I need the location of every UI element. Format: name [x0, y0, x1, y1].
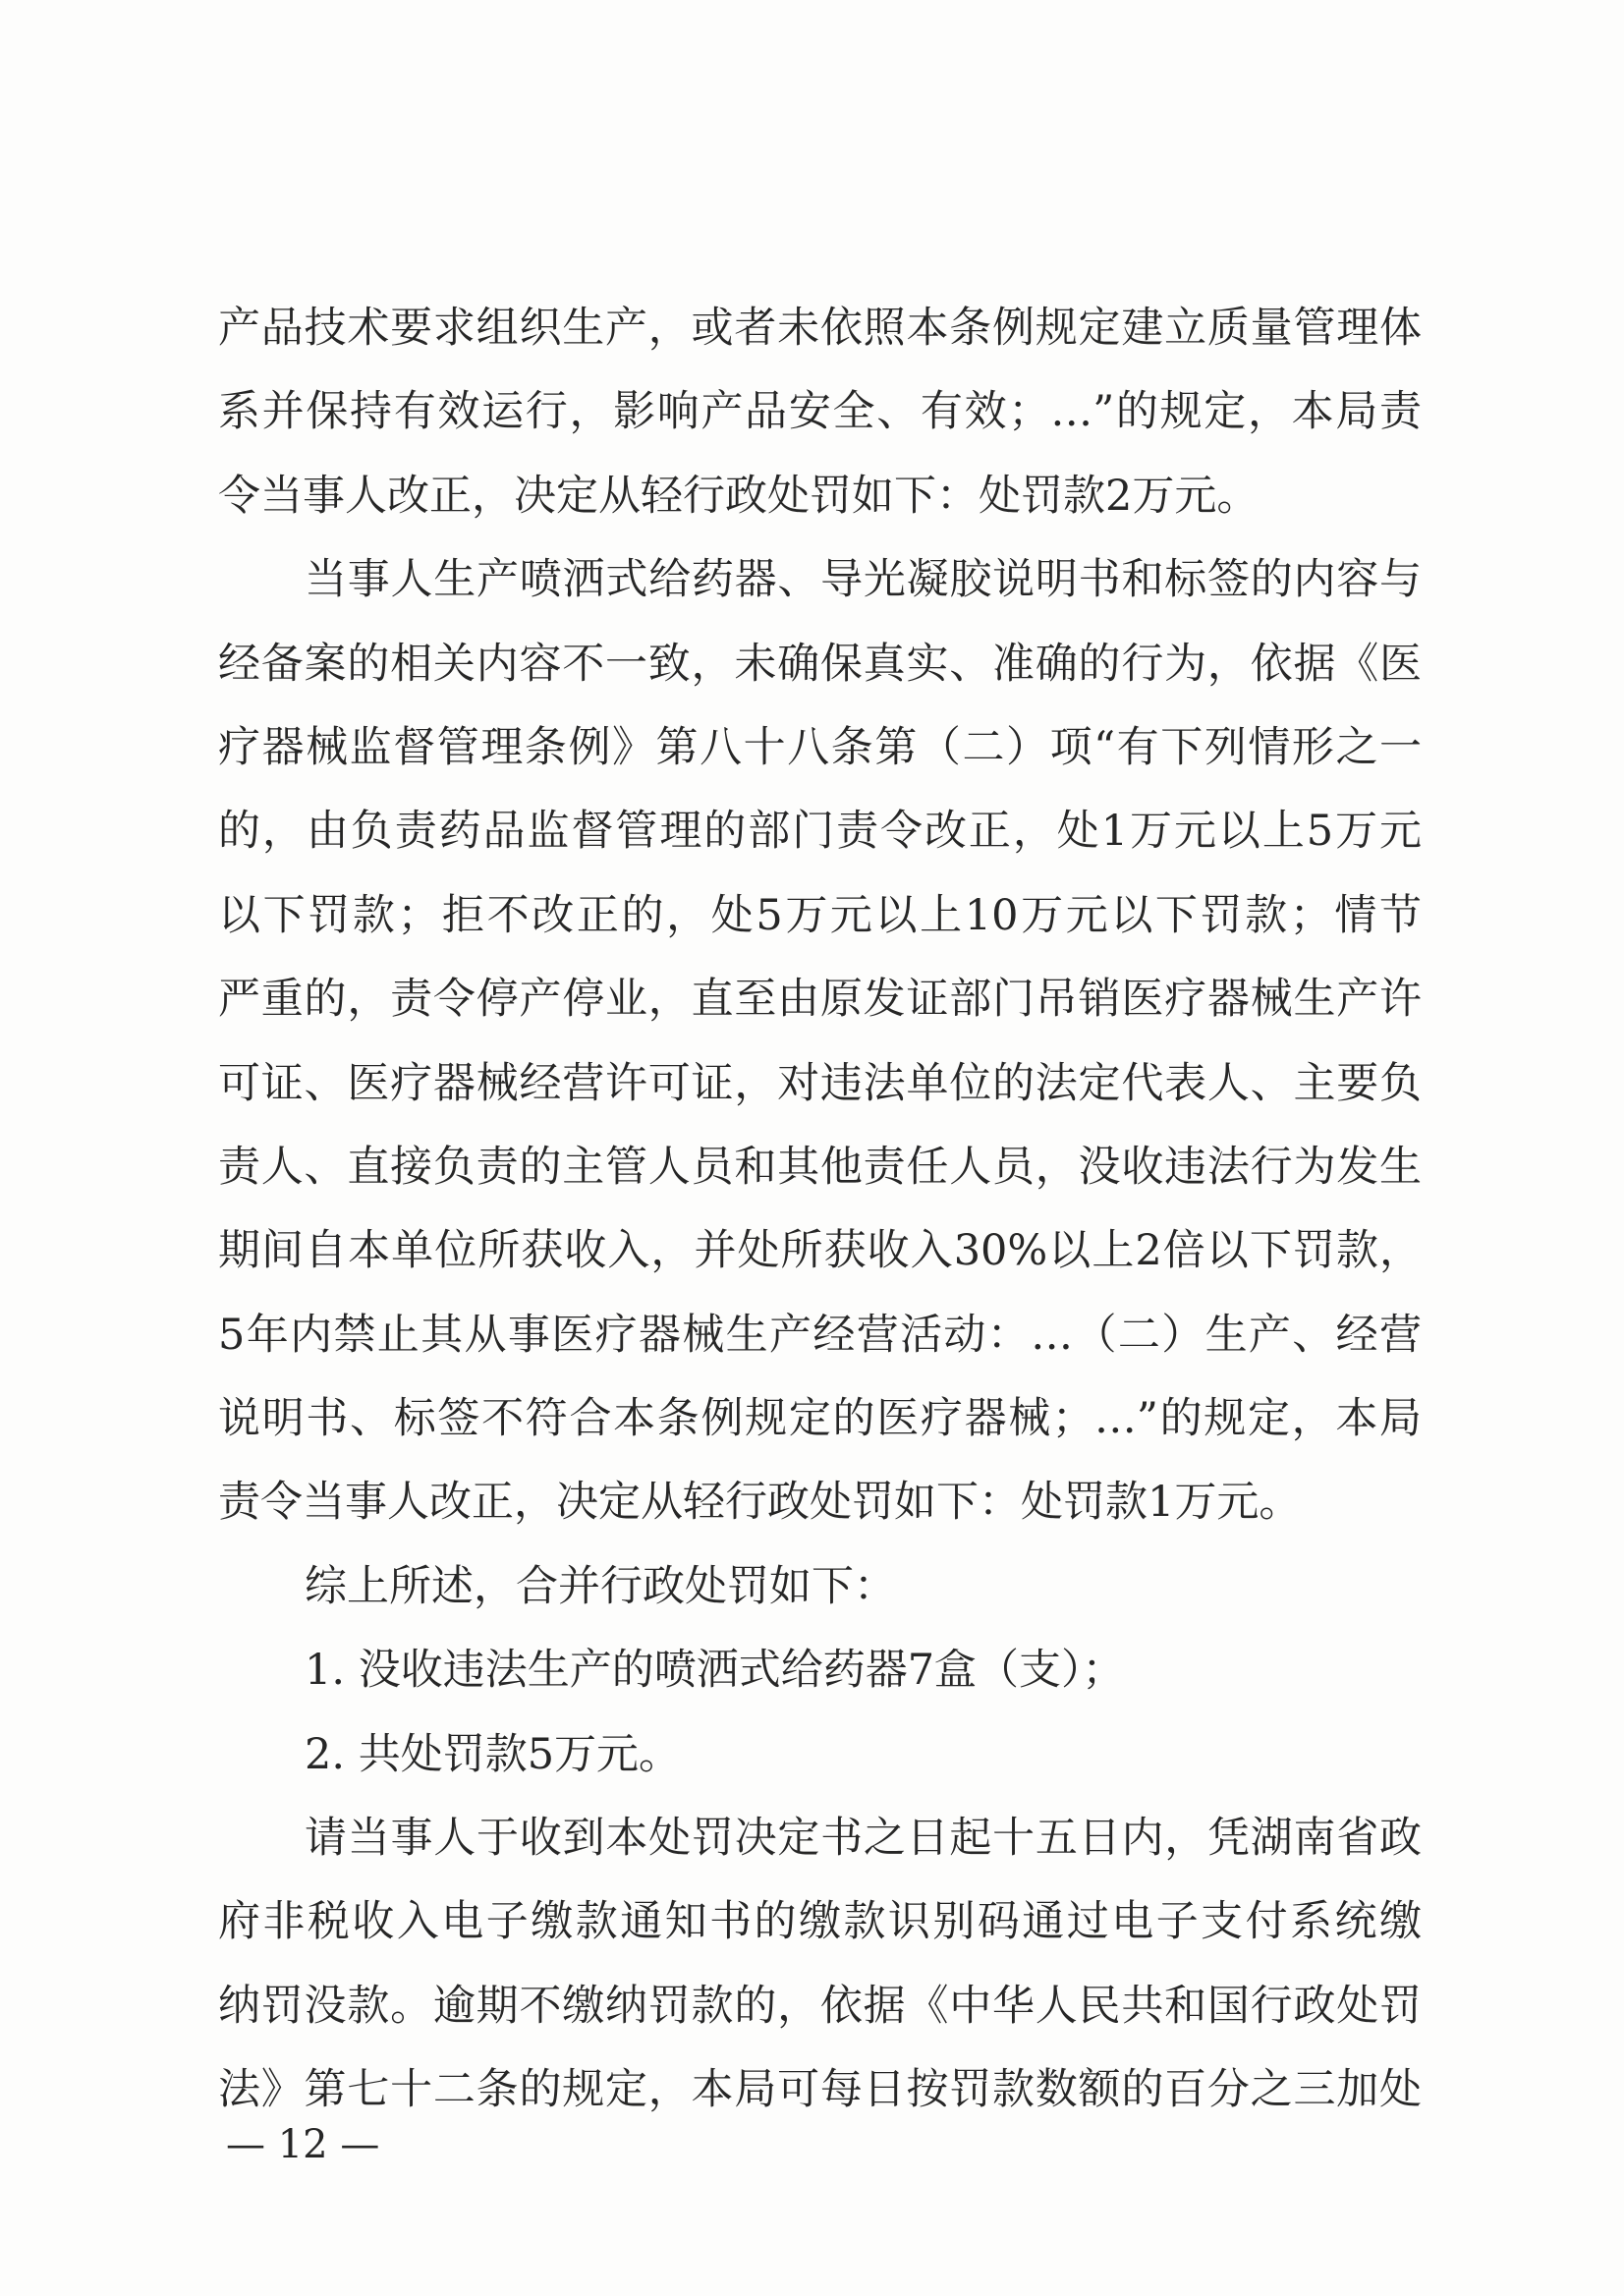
text-line: 5年内禁止其从事医疗器械生产经营活动：…（二）生产、经营 [218, 1310, 1422, 1360]
text-line: 责人、直接负责的主管人员和其他责任人员，没收违法行为发生 [218, 1142, 1422, 1192]
text-line: 严重的，责令停产停业，直至由原发证部门吊销医疗器械生产许 [218, 975, 1422, 1025]
text-line: 的，由负责药品监督管理的部门责令改正，处1万元以上5万元 [218, 807, 1422, 857]
text-line: 府非税收入电子缴款通知书的缴款识别码通过电子支付系统缴 [218, 1897, 1422, 1947]
text-line: 当事人生产喷洒式给药器、导光凝胶说明书和标签的内容与 [305, 555, 1422, 605]
page-number: — 12 — [226, 2122, 380, 2167]
text-line: 令当事人改正，决定从轻行政处罚如下：处罚款2万元。 [218, 471, 1260, 521]
text-line: 疗器械监督管理条例》第八十八条第（二）项“有下列情形之一 [218, 722, 1422, 772]
list-item: 2. 共处罚款5万元。 [305, 1729, 682, 1779]
text-line: 纳罚没款。逾期不缴纳罚款的，依据《中华人民共和国行政处罚 [218, 1981, 1422, 2031]
text-line: 请当事人于收到本处罚决定书之日起十五日内，凭湖南省政 [305, 1814, 1422, 1864]
text-line: 责令当事人改正，决定从轻行政处罚如下：处罚款1万元。 [218, 1478, 1302, 1528]
document-body [218, 287, 1422, 2133]
text-line: 期间自本单位所获收入，并处所获收入30%以上2倍以下罚款， [218, 1226, 1422, 1276]
text-line: 以下罚款；拒不改正的，处5万元以上10万元以下罚款；情节 [218, 890, 1422, 940]
text-line: 综上所述，合并行政处罚如下： [305, 1561, 896, 1611]
text-line: 经备案的相关内容不一致，未确保真实、准确的行为，依据《医 [218, 639, 1422, 689]
text-line: 可证、医疗器械经营许可证，对违法单位的法定代表人、主要负 [218, 1058, 1422, 1108]
text-line: 产品技术要求组织生产，或者未依照本条例规定建立质量管理体 [218, 304, 1422, 353]
list-item: 1. 没收违法生产的喷洒式给药器7盒（支）； [305, 1646, 1125, 1696]
text-line: 说明书、标签不符合本条例规定的医疗器械；…”的规定，本局 [218, 1394, 1422, 1444]
text-line: 系并保持有效运行，影响产品安全、有效；…”的规定，本局责 [218, 387, 1422, 437]
text-line: 法》第七十二条的规定，本局可每日按罚款数额的百分之三加处 [218, 2065, 1422, 2115]
